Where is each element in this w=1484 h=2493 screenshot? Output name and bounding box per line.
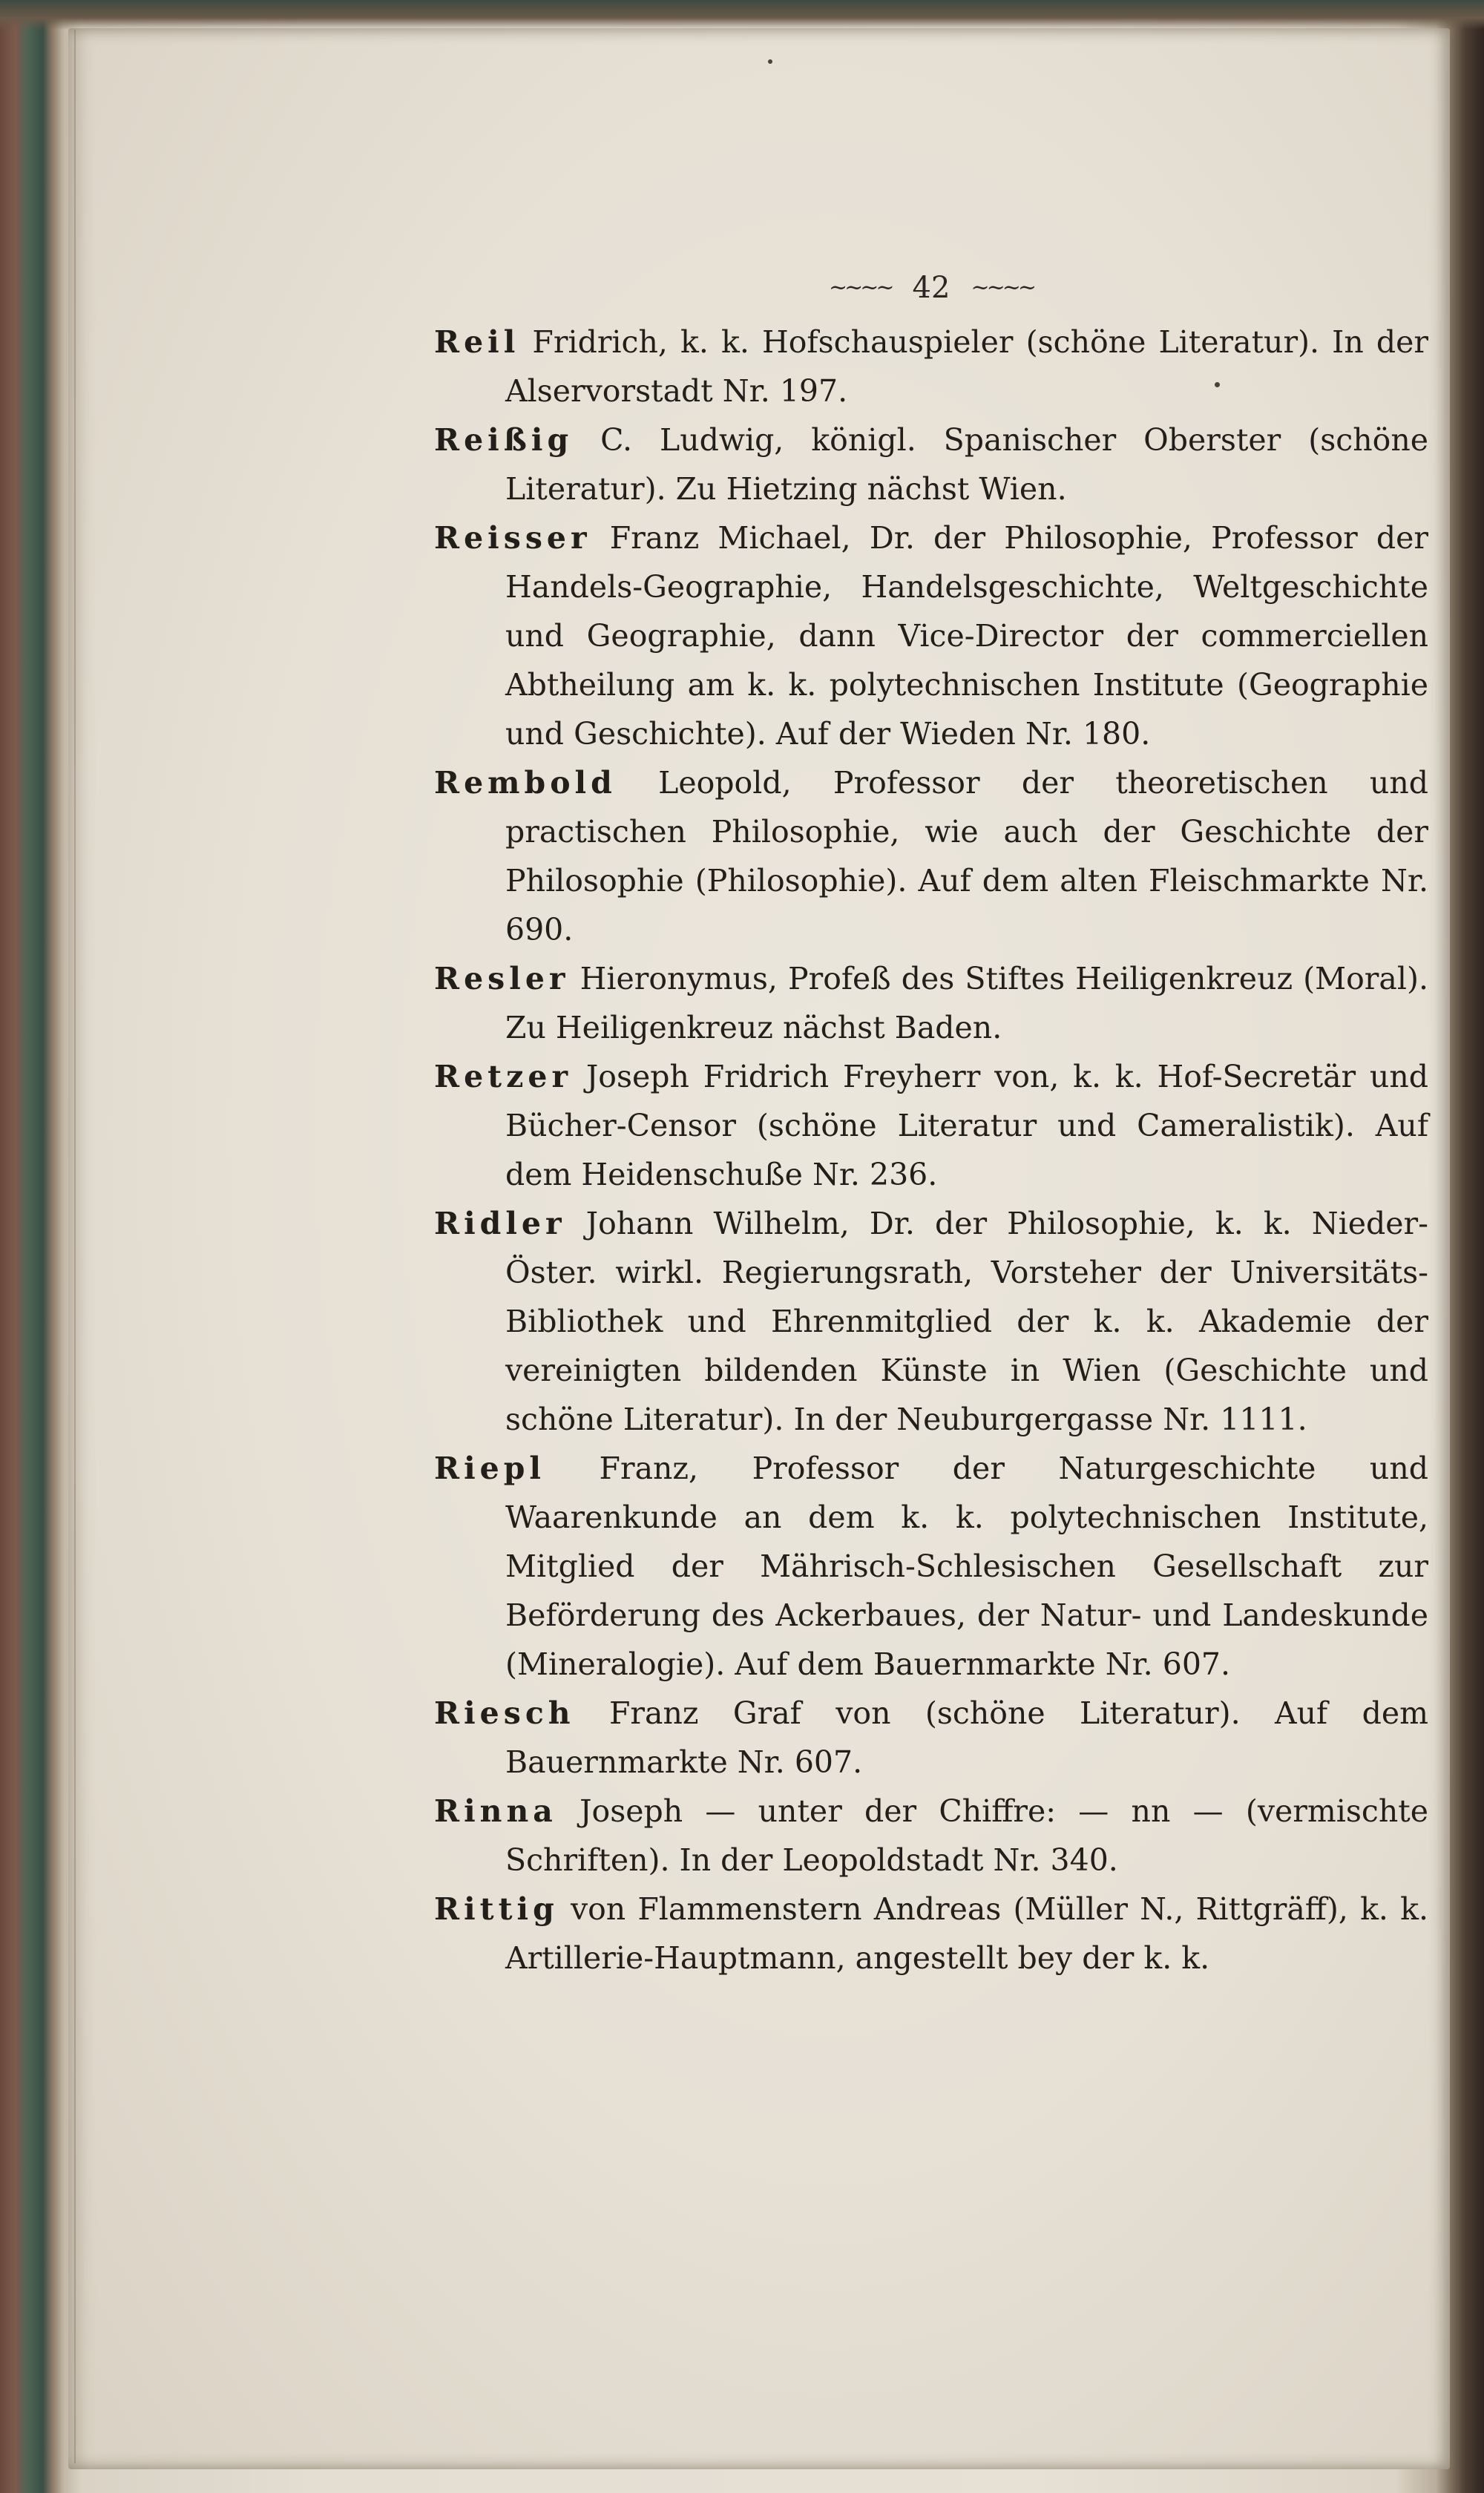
paper-speck	[768, 59, 772, 64]
entry-text: Johann Wilhelm, Dr. der Philosophie, k. k. Nieder-Öster. wirkl. Regierungsrath, Vorsteher der Universitäts-Bibliothek und Ehrenmitglied der k. k. Akademie der vereinigten bildenden Künste in Wien (Geschichte und schöne Literatur). In der Neuburgergasse Nr. 1111.	[505, 1206, 1428, 1437]
entry-name: Rittig	[434, 1891, 559, 1927]
entry	[434, 1885, 1428, 1983]
entry-name: Retzer	[434, 1059, 573, 1094]
entry-name: Rinna	[434, 1793, 557, 1829]
directory-entries	[434, 318, 1428, 1983]
entry-text: Joseph — unter der Chiffre: — nn — (vermischte Schriften). In der Leopoldstadt Nr. 340.	[505, 1793, 1428, 1878]
entry-text: Leopold, Professor der theoretischen und practischen Philosophie, wie auch der Geschichte der Philosophie (Philosophie). Auf dem alten Fleischmarkte Nr. 690.	[505, 765, 1428, 947]
entry-text: Franz Michael, Dr. der Philosophie, Professor der Handels-Geographie, Handelsgeschichte, Weltgeschichte und Geographie, dann Vice-Director der commerciellen Abtheilung am k. k. polytechnischen Institute (Geographie und Geschichte). Auf der Wieden Nr. 180.	[505, 520, 1428, 752]
entry-name: Riepl	[434, 1451, 545, 1486]
entry-text: von Flammenstern Andreas (Müller N., Rittgräff), k. k. Artillerie-Hauptmann, angestellt bey der k. k.	[505, 1891, 1428, 1976]
entry-name: Ridler	[434, 1206, 566, 1241]
page-header	[764, 267, 1098, 309]
gutter-fold	[74, 30, 76, 2463]
entry	[434, 1689, 1428, 1787]
entry	[434, 758, 1428, 954]
entry-text: Fridrich, k. k. Hofschauspieler (schöne Literatur). In der Alservorstadt Nr. 197.	[505, 324, 1428, 409]
page-number: 42	[912, 271, 951, 305]
book-top-edge	[0, 0, 1484, 30]
entry	[434, 1444, 1428, 1689]
ornament-left: ~~~~	[829, 275, 892, 300]
entry-text: Joseph Fridrich Freyherr von, k. k. Hof-Secretär und Bücher-Censor (schöne Literatur und Cameralistik). Auf dem Heidenschuße Nr. 236.	[505, 1059, 1428, 1192]
entry	[434, 954, 1428, 1052]
entry	[434, 1052, 1428, 1199]
entry-name: Reißig	[434, 422, 574, 458]
entry	[434, 416, 1428, 513]
entry-name: Reisser	[434, 520, 591, 556]
entry-text: Hieronymus, Profeß des Stiftes Heiligenkreuz (Moral). Zu Heiligenkreuz nächst Baden.	[505, 961, 1428, 1045]
entry	[434, 1199, 1428, 1444]
ornament-right: ~~~~	[971, 275, 1034, 300]
entry-text: Franz Graf von (schöne Literatur). Auf dem Bauernmarkte Nr. 607.	[505, 1695, 1428, 1780]
entry	[434, 1787, 1428, 1885]
entry-name: Reil	[434, 324, 520, 360]
entry	[434, 513, 1428, 758]
entry-name: Riesch	[434, 1695, 575, 1731]
entry	[434, 318, 1428, 416]
entry-name: Resler	[434, 961, 570, 996]
entry-text: C. Ludwig, königl. Spanischer Oberster (schöne Literatur). Zu Hietzing nächst Wien.	[505, 422, 1428, 507]
entry-text: Franz, Professor der Naturgeschichte und Waarenkunde an dem k. k. polytechnischen Institute, Mitglied der Mährisch-Schlesischen Gesellschaft zur Beförderung des Ackerbaues, der Natur- und Landeskunde (Mineralogie). Auf dem Bauernmarkte Nr. 607.	[505, 1451, 1428, 1682]
entry-name: Rembold	[434, 765, 617, 801]
